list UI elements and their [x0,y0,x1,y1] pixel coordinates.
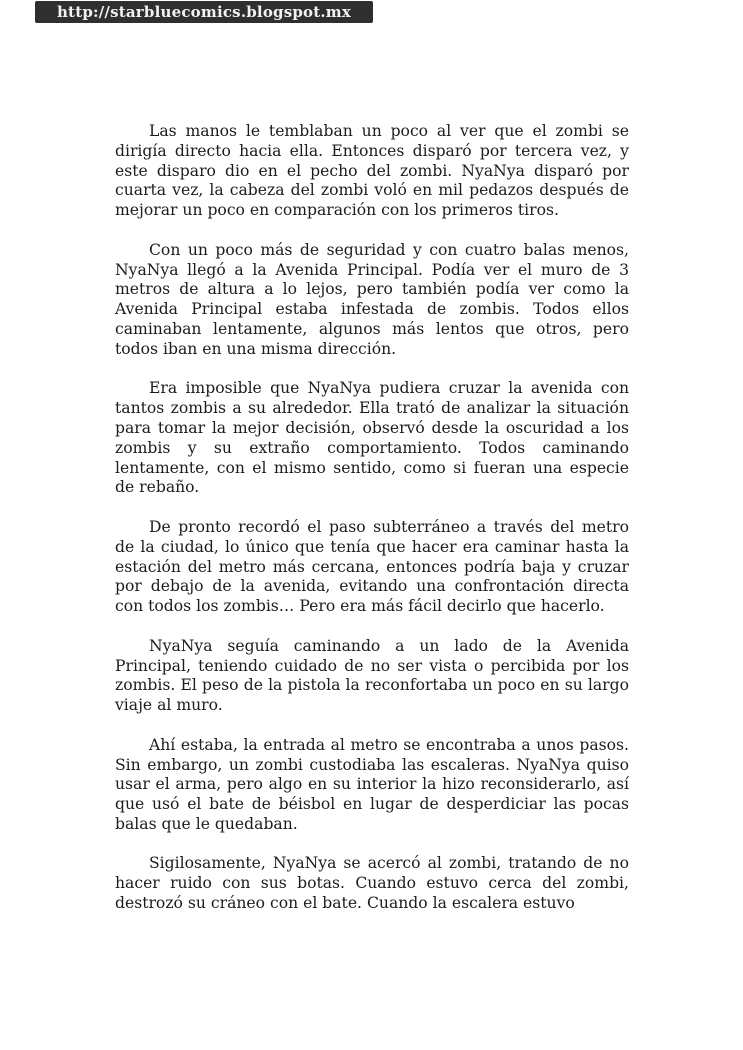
page-body [115,122,629,914]
paragraph: Ahí estaba, la entrada al metro se encontraba a unos pasos. Sin embargo, un zombi custodiaba las escaleras. NyaNya quiso usar el arma, pero algo en su interior la hizo reconsiderarlo, así que usó el bate de béisbol en lugar de desperdiciar las pocas balas que le quedaban. [115,735,629,833]
watermark-url: http://starbluecomics.blogspot.mx [35,1,373,23]
paragraph: Era imposible que NyaNya pudiera cruzar la avenida con tantos zombis a su alrededor. Ella trató de analizar la situación para tomar la mejor decisión, observó desde la oscuridad a los zombis y su extraño comportamiento. Todos caminando lentamente, con el mismo sentido, como si fueran una especie de rebaño. [115,379,629,497]
paragraph: De pronto recordó el paso subterráneo a través del metro de la ciudad, lo único que tenía que hacer era caminar hasta la estación del metro más cercana, entonces podría baja y cruzar por debajo de la avenida, evitando una confrontación directa con todos los zombis… Pero era más fácil decirlo que hacerlo. [115,517,629,616]
paragraph: Con un poco más de seguridad y con cuatro balas menos, NyaNya llegó a la Avenida Principal. Podía ver el muro de 3 metros de altura a lo lejos, pero también podía ver como la Avenida Principal estaba infestada de zombis. Todos ellos caminaban lentamente, algunos más lentos que otros, pero todos iban en una misma dirección. [115,240,629,358]
paragraph: Las manos le temblaban un poco al ver que el zombi se dirigía directo hacia ella. Entonces disparó por tercera vez, y este disparo dio en el pecho del zombi. NyaNya disparó por cuarta vez, la cabeza del zombi voló en mil pedazos después de mejorar un poco en comparación con los primeros tiros. [115,122,629,220]
paragraph: Sigilosamente, NyaNya se acercó al zombi, tratando de no hacer ruido con sus botas. Cuando estuvo cerca del zombi, destrozó su cráneo con el bate. Cuando la escalera estuvo [115,854,629,913]
paragraph: NyaNya seguía caminando a un lado de la Avenida Principal, teniendo cuidado de no ser vista o percibida por los zombis. El peso de la pistola la reconfortaba un poco en su largo viaje al muro. [115,636,629,715]
